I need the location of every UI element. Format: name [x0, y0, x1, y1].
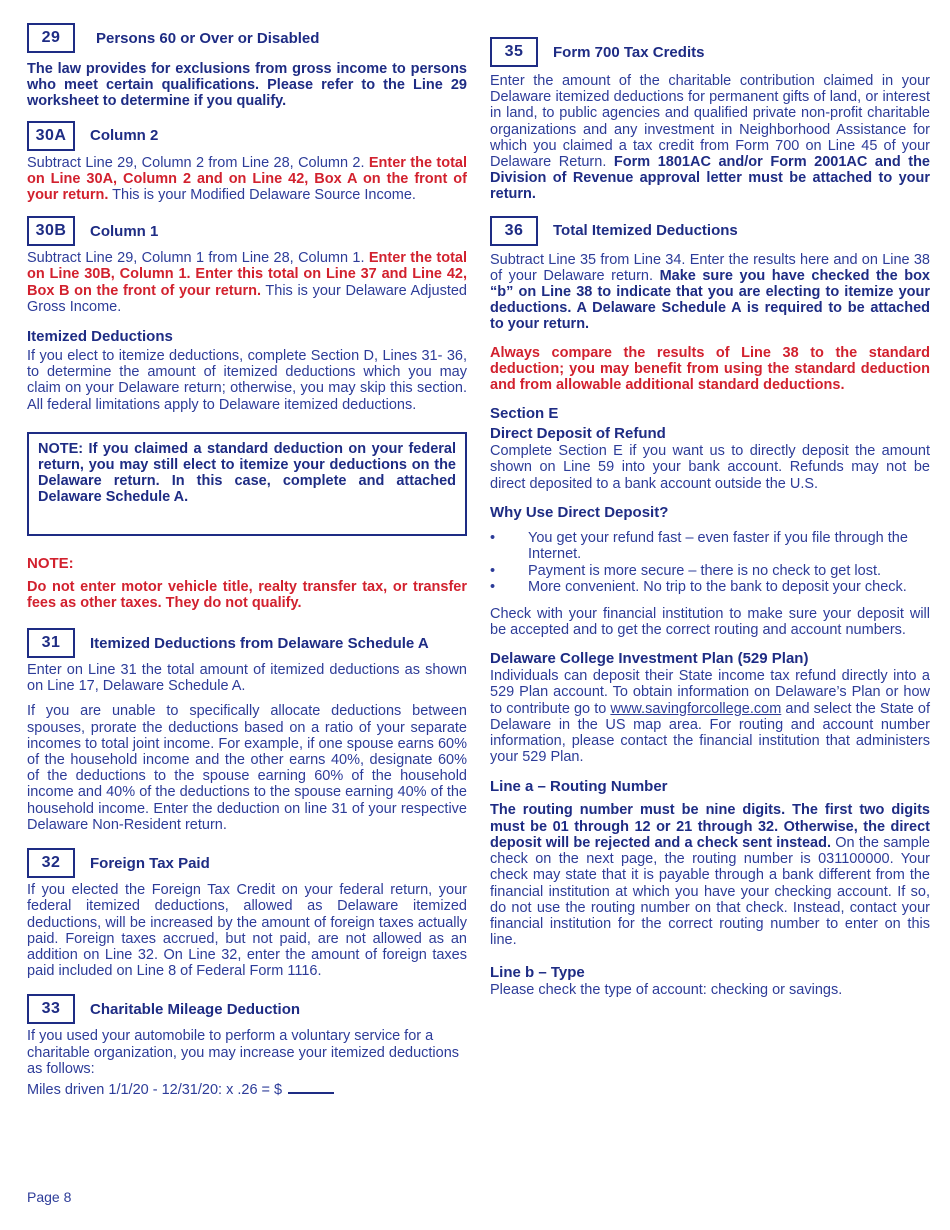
- line-30a-paragraph: [27, 155, 467, 204]
- miles-driven-text: Miles driven 1/1/20 - 12/31/20: x .26 = $: [27, 1081, 283, 1098]
- line-a-paragraph: [490, 802, 930, 948]
- line-36-text-pre: Subtract Line 35 from Line 34. Enter the results here and on Line 38 of your Delaware return.: [490, 251, 930, 284]
- line-35-number-box: 35: [490, 37, 538, 67]
- line-30b-header: [27, 216, 467, 246]
- line-30b-number-box: 30B: [27, 216, 75, 246]
- line-31-paragraph-2: If you are unable to specifically allocate deductions between spouses, prorate the deductions based on a ratio of your separate incomes to total joint income. For example, if one spouse earns 60% of the household income and the other earns 40%, designate 60% of the deductions to the spouse earning 60% of the household income and 40% of the deductions to the spouse earning 40% of the household income. Enter the deduction on line 31 of your respective Delaware Non-Resident return.: [27, 703, 467, 833]
- standard-deduction-note-box: [27, 432, 467, 536]
- line-b-heading: Line b – Type: [490, 964, 585, 982]
- list-item: [490, 563, 930, 580]
- line-30a-text-post: This is your Modified Delaware Source Income.: [108, 187, 416, 204]
- line-32-header: [27, 848, 467, 878]
- line-a-text-post: On the sample check on the next page, the routing number is 031100000. Your check may state that it is payable through a bank different from the financial institution at which you have your checking account. If so, do not use the routing number on that check. Instead, contact your financial institution for the correct routing number to enter on this line.: [490, 834, 930, 949]
- line-31-header: [27, 628, 467, 658]
- line-33-header: [27, 994, 467, 1024]
- line-35-header: [490, 37, 930, 67]
- note-paragraph: Do not enter motor vehicle title, realty transfer tax, or transfer fees as other taxes. They do not qualify.: [27, 578, 467, 611]
- list-item: [490, 579, 930, 596]
- line-32-number-box: 32: [27, 848, 75, 878]
- itemized-deductions-heading: Itemized Deductions: [27, 328, 173, 346]
- miles-driven-blank-field[interactable]: [288, 1091, 334, 1094]
- line-33-paragraph: If you used your automobile to perform a voluntary service for a charitable organization, you may increase your itemized deductions as follows:: [27, 1028, 460, 1077]
- line-36-paragraph: [490, 252, 930, 333]
- line-36-header: [490, 216, 930, 246]
- line-30a-number-box: 30A: [27, 121, 75, 151]
- direct-deposit-heading: Direct Deposit of Refund: [490, 425, 666, 443]
- miles-driven-line: [27, 1082, 467, 1098]
- section-e-heading: Section E: [490, 405, 559, 423]
- line-32-paragraph: If you elected the Foreign Tax Credit on your federal return, your federal itemized deductions, allowed as Delaware itemized deductions, will be increased by the amount of foreign taxes actually paid. Foreign taxes accrued, but not paid, are not allowed as an addition on Line 32. On Line 32, enter the amount of foreign taxes paid included on Line 8 of Federal Form 1116.: [27, 882, 467, 980]
- line-35-paragraph: [490, 73, 930, 203]
- 529-text-pre: Individuals can deposit their State income tax refund directly into a 529 Plan account. To obtain information on Delaware’s Plan or how to contribute go to: [490, 668, 930, 717]
- line-35-title: Form 700 Tax Credits: [553, 43, 705, 61]
- line-31-number-box: 31: [27, 628, 75, 658]
- line-36-number-box: 36: [490, 216, 538, 246]
- itemized-deductions-paragraph: If you elect to itemize deductions, complete Section D, Lines 31- 36, to determine the amount of itemized deductions which you may claim on your Delaware return; otherwise, you may skip this section. All federal limitations apply to Delaware itemized deductions.: [27, 348, 467, 413]
- list-item: [490, 530, 930, 563]
- bullet-text: You get your refund fast – even faster if you file through the Internet.: [528, 529, 908, 563]
- line-30a-title: Column 2: [90, 127, 159, 145]
- 529-plan-paragraph: [490, 668, 930, 765]
- bullet-icon: •: [490, 529, 496, 546]
- line-30b-paragraph: [27, 250, 467, 315]
- line-29-header: [27, 23, 467, 53]
- line-30b-text-emphasis: Enter the total on Line 30B, Column 1. Enter this total on Line 37 and Line 42, Box B on the front of your return.: [27, 250, 468, 299]
- bullet-text: Payment is more secure – there is no check to get lost.: [528, 562, 881, 579]
- line-33-number-box: 33: [27, 994, 75, 1024]
- bullet-icon: •: [490, 579, 496, 596]
- line-30b-title: Column 1: [90, 222, 159, 240]
- line-33-title: Charitable Mileage Deduction: [90, 1000, 301, 1018]
- line-a-heading: Line a – Routing Number: [490, 778, 668, 796]
- line-30a-text-pre: Subtract Line 29, Column 2 from Line 28, Column 2.: [27, 154, 369, 171]
- 529-text-post: and select the State of Delaware in the US map area. For routing and account number information, please contact the financial institution that administers your 529 Plan.: [490, 700, 930, 766]
- line-a-text-emphasis: The routing number must be nine digits. The first two digits must be 01 through 12 or 21 through 32. Otherwise, the direct deposit will be rejected and a check sent instead.: [490, 802, 930, 851]
- line-29-title: Persons 60 or Over or Disabled: [96, 29, 320, 47]
- line-31-title: Itemized Deductions from Delaware Schedule A: [90, 634, 429, 652]
- line-30a-header: [27, 121, 467, 151]
- bullet-icon: •: [490, 562, 496, 579]
- line-36-title: Total Itemized Deductions: [553, 222, 738, 240]
- bullet-text: More convenient. No trip to the bank to deposit your check.: [528, 579, 907, 596]
- line-30a-text-emphasis: Enter the total on Line 30A, Column 2 and on Line 42, Box A on the front of your return.: [27, 154, 468, 204]
- page-number: Page 8: [27, 1189, 72, 1205]
- line-30b-text-post: This is your Delaware Adjusted Gross Income.: [27, 282, 467, 315]
- line-29-paragraph: The law provides for exclusions from gross income to persons who meet certain qualifications. Please refer to the Line 29 worksheet to determine if you qualify.: [27, 61, 467, 110]
- line-35-text-emphasis: Form 1801AC and/or Form 2001AC and the Division of Revenue approval letter must be attached to your return.: [490, 154, 930, 203]
- savingforcollege-link[interactable]: www.savingforcollege.com: [610, 700, 782, 717]
- line-30b-text-pre: Subtract Line 29, Column 1 from Line 28, Column 1.: [27, 250, 369, 267]
- line-35-text-pre: Enter the amount of the charitable contribution claimed in your Delaware itemized deductions for permanent gifts of land, or interest in land, to public agencies and qualified private non-profit charitable organizations and any investment in Neighborhood Assistance for which you claimed a tax credit from Form 700 on Line 45 of your Delaware Return.: [490, 73, 930, 171]
- why-direct-deposit-heading: Why Use Direct Deposit?: [490, 503, 669, 521]
- line-32-title: Foreign Tax Paid: [90, 854, 210, 872]
- 529-plan-heading: Delaware College Investment Plan (529 Plan): [490, 650, 809, 668]
- standard-deduction-note-text: NOTE: If you claimed a standard deduction on your federal return, you may still elect to itemize your deductions on the Delaware return. In this case, complete and attached Delaware Schedule A.: [38, 440, 456, 506]
- always-compare-warning: Always compare the results of Line 38 to the standard deduction; you may benefit from using the standard deduction and from allowable additional standard deductions.: [490, 344, 930, 394]
- line-b-paragraph: Please check the type of account: checking or savings.: [490, 982, 843, 999]
- line-31-paragraph-1: Enter on Line 31 the total amount of itemized deductions as shown on Line 17, Delaware Schedule A.: [27, 662, 467, 695]
- left-column: [27, 0, 467, 1098]
- check-with-institution-paragraph: Check with your financial institution to make sure your deposit will be accepted and to get the correct routing and account numbers.: [490, 605, 930, 639]
- line-29-number-box: 29: [27, 23, 75, 53]
- direct-deposit-benefits-list: [490, 530, 930, 596]
- note-label: NOTE:: [27, 554, 74, 572]
- direct-deposit-paragraph: Complete Section E if you want us to directly deposit the amount shown on Line 59 into your bank account. Refunds may not be direct deposited to a bank account outside the U.S.: [490, 443, 930, 492]
- right-column: [490, 0, 930, 999]
- line-36-text-emphasis: Make sure you have checked the box “b” on Line 38 to indicate that you are electing to itemize your deductions. A Delaware Schedule A is required to be attached to your return.: [490, 267, 930, 333]
